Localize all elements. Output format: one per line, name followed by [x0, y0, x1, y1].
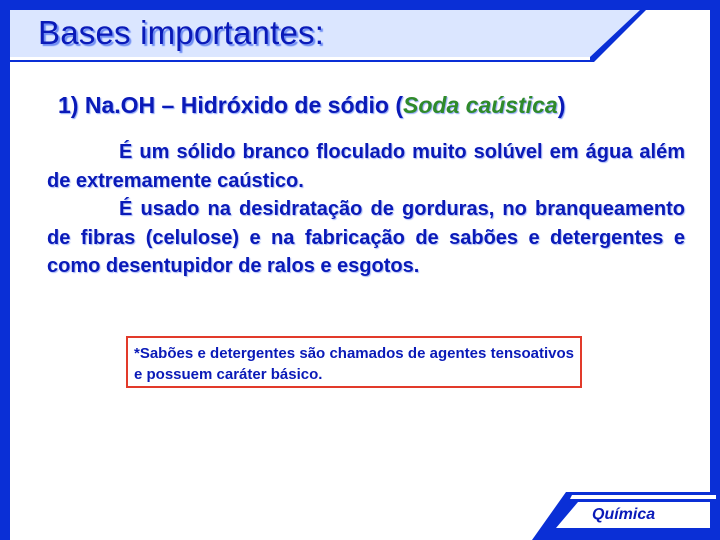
paragraph-1: É um sólido branco floculado muito solúvel em água além de extremamente caústico.	[47, 141, 685, 192]
subtitle	[58, 92, 565, 119]
body-text	[47, 138, 685, 281]
note-box: *Sabões e detergentes são chamados de agentes tensoativos e possuem caráter básico.	[126, 336, 582, 388]
right-frame-bar	[710, 0, 720, 540]
slide-title: Bases importantes:	[38, 14, 325, 51]
footer-label: Química	[592, 506, 656, 523]
left-frame-bar	[0, 0, 10, 540]
subtitle-suffix: )	[557, 92, 566, 118]
subtitle-prefix: 1) Na.OH – Hidróxido de sódio (	[58, 92, 404, 118]
subtitle-emphasis: Soda caústica	[403, 92, 558, 118]
paragraph-2: É usado na desidratação de gorduras, no branqueamento de fibras (celulose) e na fabricação de sabões e detergentes e como desentupidor de ralos e esgotos.	[47, 198, 685, 277]
